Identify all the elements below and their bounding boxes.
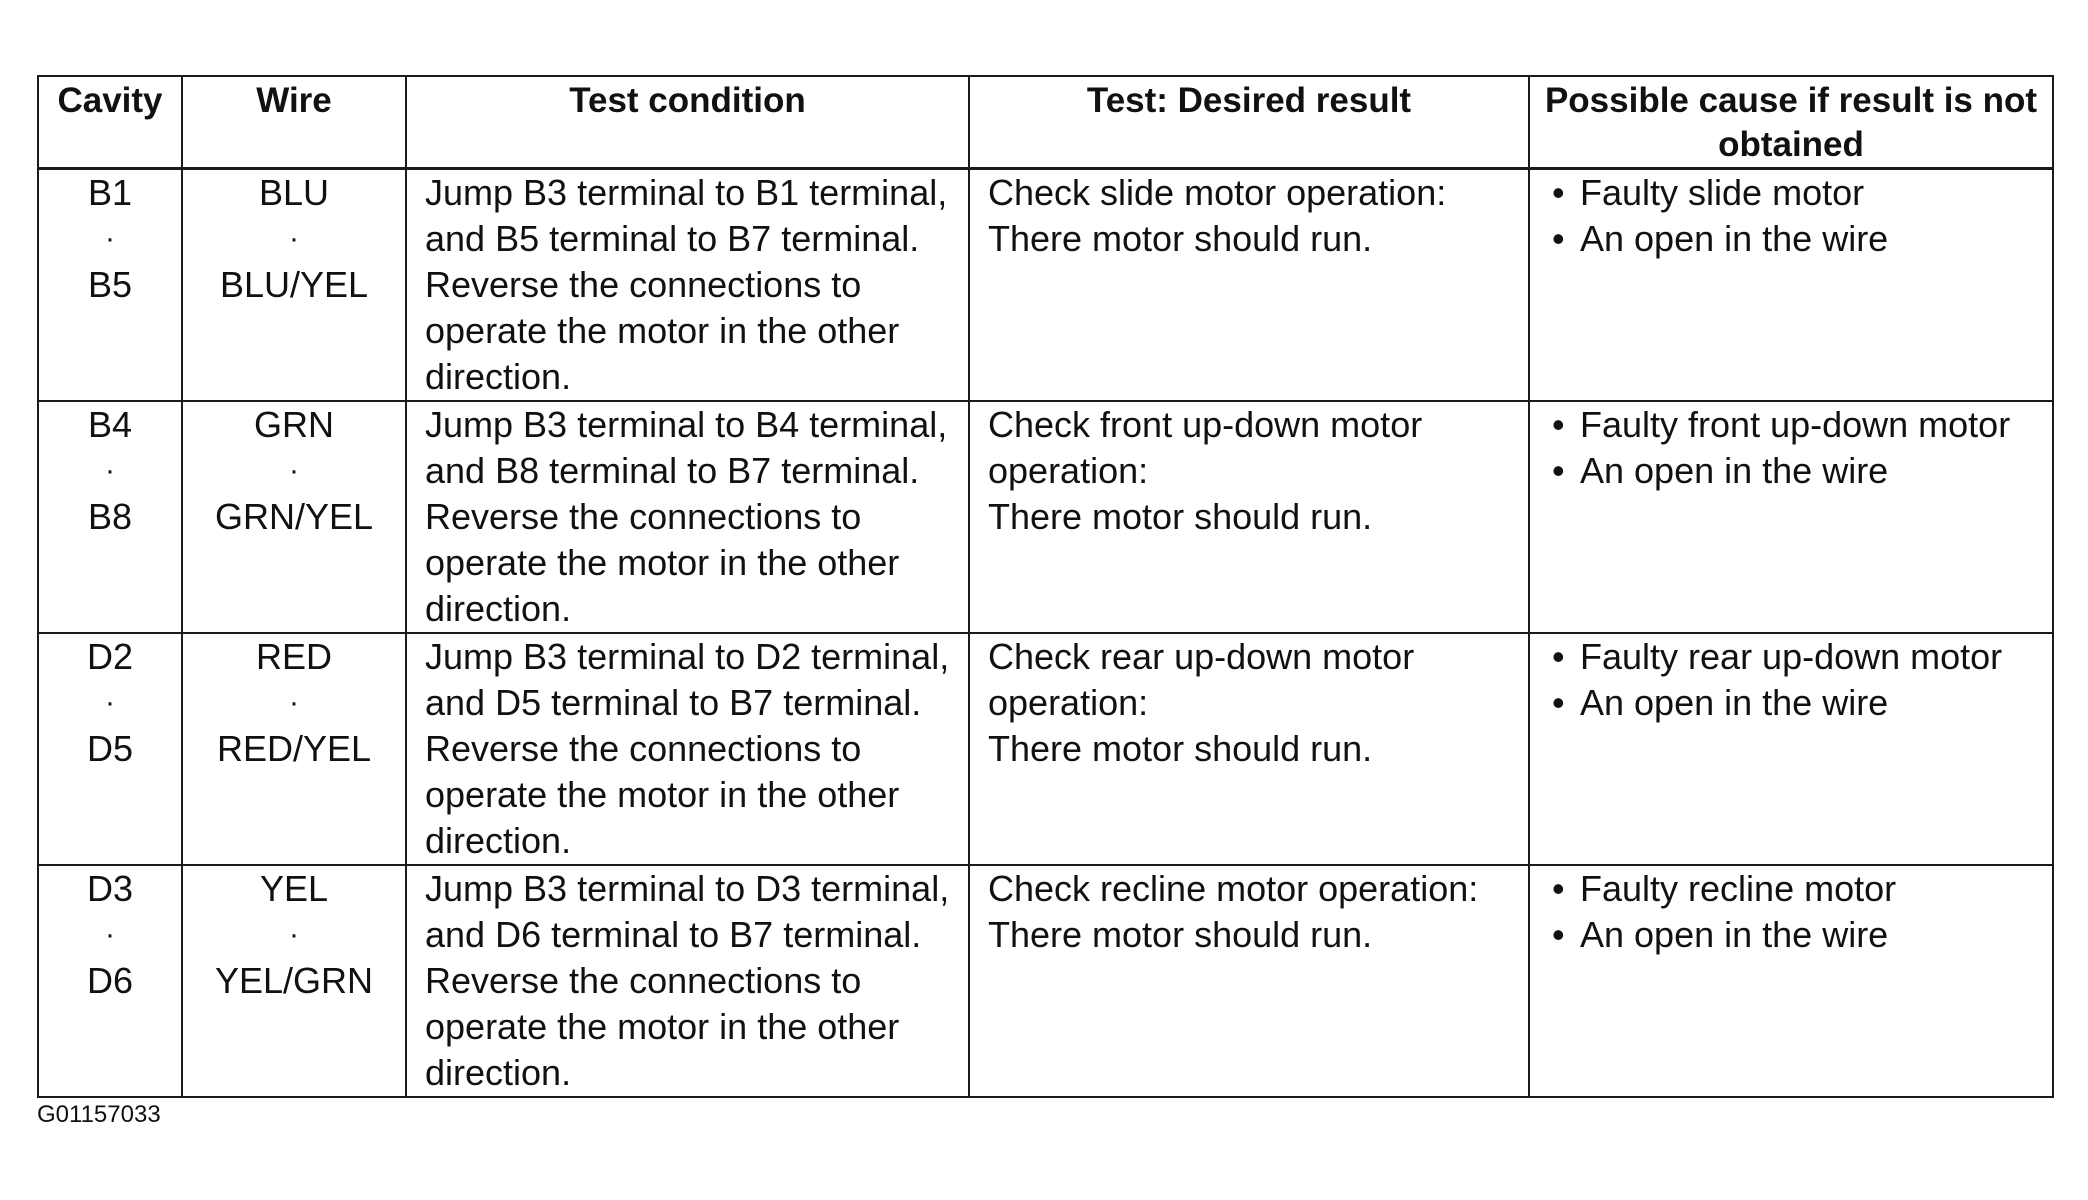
figure-id: G01157033 [37, 1101, 161, 1128]
result-check-text: Check rear up-down motor operation: [988, 636, 1415, 723]
cavity-cell [38, 865, 182, 1097]
test-condition-text: Jump B3 terminal to B1 terminal, and B5 terminal to B7 terminal. Reverse the connections to operate the motor in the other direction. [425, 172, 948, 397]
cavity-bottom: B5 [87, 264, 133, 305]
cause-item: • An open in the wire [1548, 448, 2034, 494]
result-check-text: Check front up-down motor operation: [988, 404, 1423, 491]
cause-item: • Faulty recline motor [1548, 866, 2034, 912]
possible-cause-cell [1529, 633, 2053, 865]
wire-bottom: BLU/YEL [219, 264, 369, 305]
separator-dot: · [289, 454, 299, 487]
header-cavity: Cavity [38, 76, 182, 169]
wire-top: BLU [258, 172, 330, 213]
possible-cause-cell [1529, 169, 2053, 402]
cause-list [1548, 634, 2034, 726]
document [37, 75, 2052, 1098]
table-row [38, 633, 2053, 865]
test-condition-cell [406, 169, 969, 402]
possible-cause-cell [1529, 401, 2053, 633]
cause-item: • An open in the wire [1548, 680, 2034, 726]
separator-dot: · [289, 686, 299, 719]
wire-top: GRN [254, 404, 334, 445]
separator-dot: · [289, 918, 299, 951]
separator-dot: · [105, 222, 115, 255]
cause-list [1548, 866, 2034, 958]
cavity-top: D3 [86, 868, 134, 909]
header-possible-cause: Possible cause if result is not obtained [1529, 76, 2053, 169]
wire-cell [182, 169, 406, 402]
separator-dot: · [105, 686, 115, 719]
cause-item: • An open in the wire [1548, 216, 2034, 262]
header-test-condition: Test condition [406, 76, 969, 169]
cavity-cell [38, 169, 182, 402]
test-condition-text: Jump B3 terminal to B4 terminal, and B8 terminal to B7 terminal. Reverse the connections to operate the motor in the other direction. [425, 404, 948, 629]
wire-cell [182, 865, 406, 1097]
table-row [38, 401, 2053, 633]
result-check-text: Check slide motor operation: [988, 172, 1447, 213]
cavity-cell [38, 633, 182, 865]
test-condition-cell [406, 401, 969, 633]
desired-result-cell [969, 865, 1529, 1097]
cavity-bottom: D6 [86, 960, 134, 1001]
desired-result-cell [969, 401, 1529, 633]
test-condition-text: Jump B3 terminal to D2 terminal, and D5 terminal to B7 terminal. Reverse the connections to operate the motor in the other direction. [425, 636, 950, 861]
cause-list [1548, 402, 2034, 494]
separator-dot: · [289, 222, 299, 255]
cavity-bottom: B8 [87, 496, 133, 537]
table-row [38, 169, 2053, 402]
result-expectation-text: There motor should run. [988, 728, 1373, 769]
cause-item: • An open in the wire [1548, 912, 2034, 958]
cavity-top: D2 [86, 636, 134, 677]
wire-bottom: RED/YEL [216, 728, 372, 769]
separator-dot: · [105, 918, 115, 951]
wire-top: YEL [259, 868, 329, 909]
result-check-text: Check recline motor operation: [988, 868, 1479, 909]
cavity-top: B4 [87, 404, 133, 445]
table-row [38, 865, 2053, 1097]
wire-bottom: YEL/GRN [214, 960, 374, 1001]
wire-top: RED [255, 636, 332, 677]
cause-item: • Faulty front up-down motor [1548, 402, 2034, 448]
header-row [38, 76, 2053, 169]
desired-result-cell [969, 633, 1529, 865]
cavity-top: B1 [87, 172, 133, 213]
result-expectation-text: There motor should run. [988, 914, 1373, 955]
result-expectation-text: There motor should run. [988, 218, 1373, 259]
cause-list [1548, 170, 2034, 262]
test-condition-cell [406, 865, 969, 1097]
test-condition-cell [406, 633, 969, 865]
wire-bottom: GRN/YEL [214, 496, 374, 537]
separator-dot: · [105, 454, 115, 487]
wire-cell [182, 633, 406, 865]
cause-item: • Faulty slide motor [1548, 170, 2034, 216]
desired-result-cell [969, 169, 1529, 402]
possible-cause-cell [1529, 865, 2053, 1097]
cavity-cell [38, 401, 182, 633]
result-expectation-text: There motor should run. [988, 496, 1373, 537]
cavity-bottom: D5 [86, 728, 134, 769]
cause-item: • Faulty rear up-down motor [1548, 634, 2034, 680]
header-desired-result: Test: Desired result [969, 76, 1529, 169]
header-wire: Wire [182, 76, 406, 169]
test-condition-text: Jump B3 terminal to D3 terminal, and D6 terminal to B7 terminal. Reverse the connections to operate the motor in the other direction. [425, 868, 950, 1093]
seat-motor-test-table [37, 75, 2054, 1098]
wire-cell [182, 401, 406, 633]
